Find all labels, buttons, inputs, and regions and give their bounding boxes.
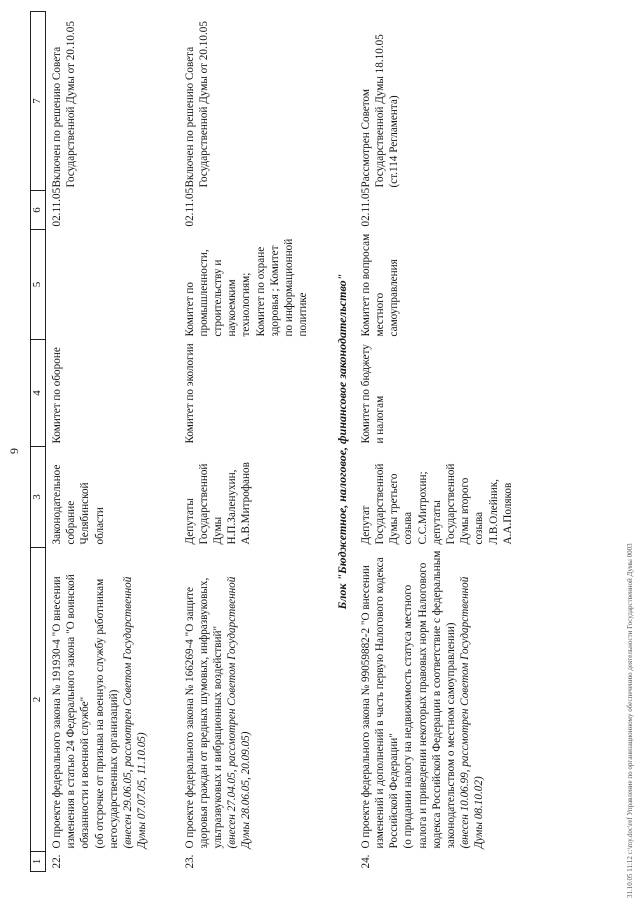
date-cell: 02.11.05 — [183, 187, 196, 227]
committee-cell: Комитет по бюджету и налогам — [359, 344, 386, 444]
column-number: 1 — [31, 852, 46, 872]
column-number: 5 — [31, 230, 46, 340]
section-title: Блок "Бюджетное, налоговое, финансовое законодательство" — [334, 273, 349, 610]
column-number: 2 — [31, 548, 46, 852]
row-number: 24. — [359, 854, 372, 869]
status-cell: Включен по решению Совета Государственной Думы от 20.10.05 — [51, 21, 78, 188]
column-number: 3 — [31, 447, 46, 548]
bill-introduced: (внесен 10.06.99, рассмотрен Советом Государственной Думы 08.10.02) — [459, 576, 486, 849]
bill-note: (об отсрочке от призыва на военную службу работникам негосударственных организаций) — [93, 578, 120, 849]
bill-title: О проекте федерального закона № 191930-4 "О внесении изменения в статью 24 Федерального закона "О воинской обязанности и военной службе" — [51, 574, 92, 849]
row-number: 23. — [183, 854, 196, 869]
bill-cell — [182, 548, 327, 852]
bill-introduced: (внесен 29.06.05, рассмотрен Советом Государственной Думы 07.07.05, 11.10.05) — [122, 576, 149, 849]
bill-introduced: (внесен 27.04.05, рассмотрен Советом Государственной Думы 28.06.05, 20.09.05) — [226, 576, 253, 849]
header-row — [31, 12, 46, 872]
bill-title: О проекте федерального закона № 99059882-2 "О внесении изменений и дополнений в часть первую Налогового кодекса Российской Федерации" — [359, 557, 401, 849]
table-row — [182, 12, 327, 872]
co-executors-cell: Комитет по вопросам местного самоуправления — [359, 233, 401, 337]
committee-cell: Комитет по экологии — [183, 343, 196, 444]
author-cell: Депутаты Государственной Думы Н.П.Заленухин, А.В.Митрофанов — [183, 462, 253, 545]
author-cell: Законодательное собрание Челябинской области — [51, 464, 106, 545]
section-row — [327, 12, 358, 872]
co-executors-cell: Комитет по промышленности, строительству и наукоемким технологиям; Комитет по охране здоровья ; Комитет по информационной политике — [183, 238, 310, 337]
co-executors-cell — [46, 230, 182, 340]
column-number: 7 — [31, 12, 46, 191]
page-number: 9 — [7, 448, 21, 454]
bill-note: (о придании налогу на недвижимость статуса местного налога и приведении некоторых правовых норм Налогового кодекса Российской Федерации в соответствие с федеральным законодательством о местном самоуправлении) — [402, 550, 458, 849]
column-number: 4 — [31, 340, 46, 447]
status-cell: Включен по решению Совета Государственной Думы от 20.10.05 — [183, 21, 210, 188]
bill-title: О проекте федерального закона № 166269-4 "О защите здоровья граждан от вредных шумовых, инфразвуковых, ультразвуковых и вибрационных воздействий" — [183, 577, 224, 849]
date-cell: 02.11.05 — [51, 187, 63, 227]
status-cell: Рассмотрен Советом Государственной Думы 18.10.05 (ст.114 Регламента) — [359, 34, 401, 188]
page-footer: 31.10.05 11:12 c:\my.doc\ref Управление по организационному обеспечению деятельности Государственной Думы 0003 — [626, 543, 634, 898]
committee-cell: Комитет по обороне — [51, 347, 63, 444]
table-row — [358, 12, 516, 872]
agenda-table — [30, 11, 516, 872]
bill-cell — [358, 548, 516, 852]
row-number: 22. — [51, 854, 63, 869]
table-row — [46, 12, 182, 872]
author-cell: Депутат Государственной Думы третьего созыва С.С.Митрохин; депутаты Государственной Думы второго созыва Л.В.Олейник, А.А.Поляков — [359, 463, 514, 545]
date-cell: 02.11.05 — [359, 187, 372, 227]
bill-cell — [46, 548, 182, 852]
column-number: 6 — [31, 191, 46, 230]
